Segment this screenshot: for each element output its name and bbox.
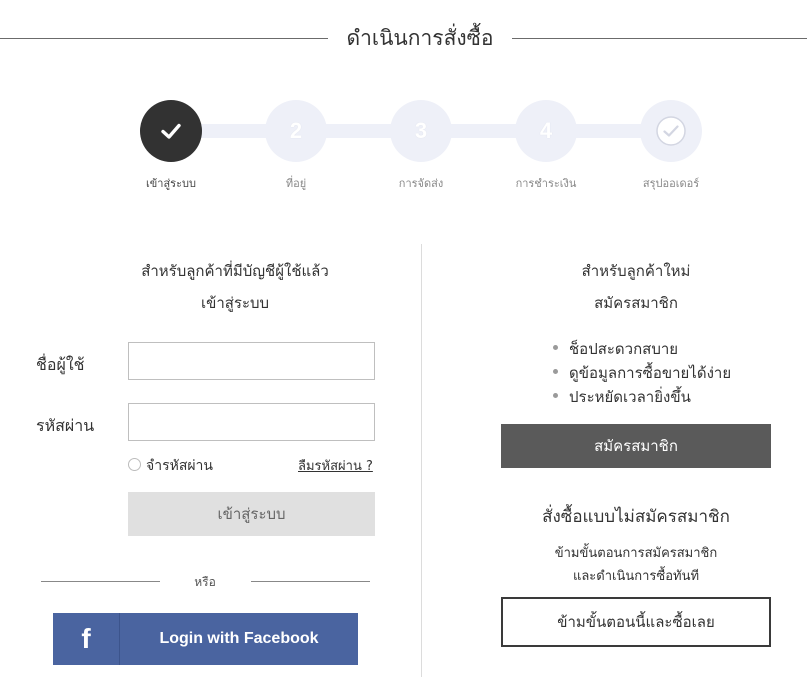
column-divider [421,244,422,677]
benefits-list [553,337,731,409]
login-button[interactable]: เข้าสู่ระบบ [128,492,375,536]
step-address [265,100,327,162]
step-number: 2 [289,118,303,143]
step-number: 4 [539,118,553,143]
step-payment [515,100,577,162]
header-line-right [512,38,807,39]
register-subheading: สมัครสมาชิก [594,294,678,312]
guest-checkout-button[interactable]: ข้ามขั้นตอนนี้และซื้อเลย [501,597,771,647]
or-divider-right [251,581,370,582]
step-login [140,100,202,162]
or-label: หรือ [194,575,216,589]
page-title: ดำเนินการสั่งซื้อ [346,26,494,50]
benefit-item: ดูข้อมูลการซื้อขายได้ง่าย [553,361,731,385]
guest-description-line1: ข้ามขั้นตอนการสมัครสมาชิก [554,546,718,561]
step-label-address: ที่อยู่ [285,177,307,190]
password-label: รหัสผ่าน [36,416,95,435]
facebook-icon-container [53,613,120,665]
password-input[interactable] [128,403,375,441]
or-divider-left [41,581,160,582]
step-summary [640,100,702,162]
step-label-summary: สรุปออเดอร์ [642,177,700,190]
register-heading: สำหรับลูกค้าใหม่ [581,262,691,280]
facebook-icon: f [81,623,91,654]
forgot-password-link[interactable]: ลืมรหัสผ่าน ? [298,459,373,474]
remember-label[interactable]: จำรหัสผ่าน [146,458,213,474]
check-circle-icon [654,114,688,148]
login-subheading: เข้าสู่ระบบ [200,294,270,312]
username-input[interactable] [128,342,375,380]
facebook-login-button[interactable] [53,613,358,665]
benefit-item: ช็อปสะดวกสบาย [553,337,731,361]
step-number: 3 [414,118,428,143]
register-button[interactable]: สมัครสมาชิก [501,424,771,468]
guest-heading: สั่งซื้อแบบไม่สมัครสมาชิก [542,507,730,527]
guest-description-line2: และดำเนินการซื้อทันที [572,569,700,584]
benefit-item: ประหยัดเวลายิ่งขึ้น [553,385,731,409]
facebook-login-label: Login with Facebook [159,630,319,647]
step-shipping [390,100,452,162]
step-label-payment: การชำระเงิน [515,177,577,190]
login-heading: สำหรับลูกค้าที่มีบัญชีผู้ใช้แล้ว [141,262,329,280]
header-line-left [0,38,328,39]
step-label-shipping: การจัดส่ง [398,177,444,190]
check-icon [159,119,183,143]
remember-radio[interactable] [128,458,141,471]
step-label-login: เข้าสู่ระบบ [146,177,196,190]
username-label: ชื่อผู้ใช้ [36,355,85,374]
